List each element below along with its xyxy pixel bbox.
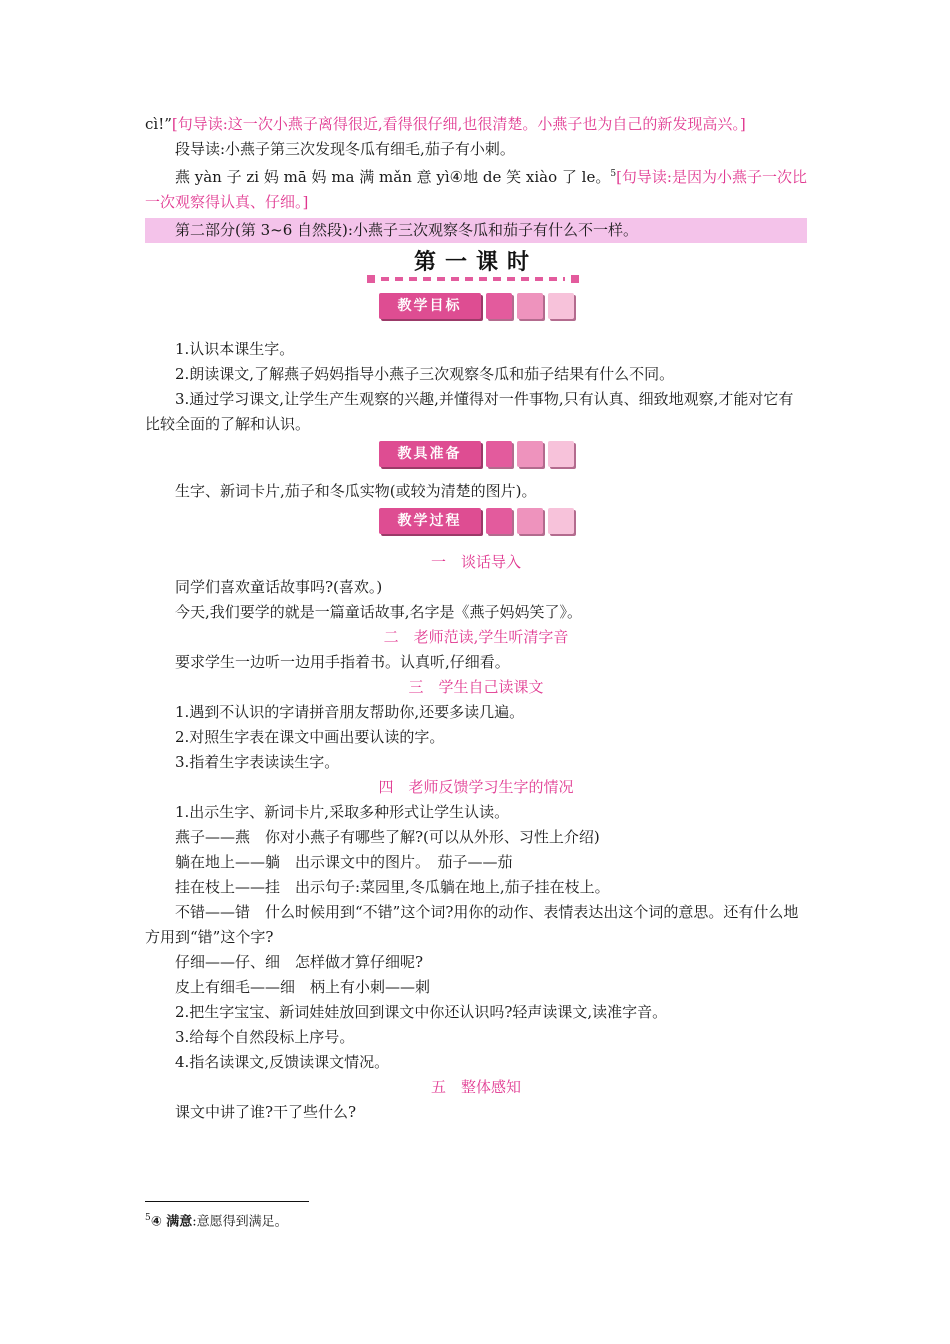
step-line: 躺在地上——躺 出示课文中的图片。 茄子——茄 (175, 853, 513, 871)
step-heading: 二 老师范读,学生听清字音 (383, 628, 569, 646)
section-label: 教学过程 (379, 508, 481, 534)
step-heading: 一 谈话导入 (430, 553, 521, 571)
section-header-process (145, 508, 807, 534)
step-line: 挂在枝上——挂 出示句子:菜园里,冬瓜躺在地上,茄子挂在枝上。 (175, 878, 610, 896)
pinyin-line: 燕 yàn 子 zi 妈 mā 妈 ma 满 mǎn 意 yì④地 de 笑 xiào 了 le。$^5$[句导读:是因为小燕子一次比一次观察得认真、仔细。] (145, 168, 807, 211)
step-line: 3.给每个自然段标上序号。 (175, 1028, 355, 1046)
footnote-number: 5 (145, 1213, 151, 1223)
step-line: 2.对照生字表在课文中画出要认读的字。 (175, 728, 445, 746)
paragraph-guide: 段导读:小燕子第三次发现冬瓜有细毛,茄子有小刺。 (175, 140, 515, 158)
goal-item: 3.通过学习课文,让学生产生观察的兴趣,并懂得对一件事物,只有认真、细致地观察,才能对它有比较全面的了解和认识。 (145, 390, 794, 433)
document-body (145, 112, 807, 1125)
section-label: 教学目标 (379, 293, 481, 319)
footnote-text: :意愿得到满足。 (192, 1214, 288, 1230)
footnote-ref: 5 (610, 169, 617, 179)
footnote (145, 1208, 288, 1232)
step-heading: 三 学生自己读课文 (408, 678, 544, 696)
part-two-banner: 第二部分(第 3~6 自然段):小燕子三次观察冬瓜和茄子有什么不一样。 (145, 218, 807, 243)
section-label: 教具准备 (379, 441, 481, 467)
goal-item: 1.认识本课生字。 (175, 340, 295, 358)
footnote-term: ④ 满意 (150, 1214, 193, 1230)
lesson-title-text: 第一课时 (413, 250, 538, 275)
step-line: 要求学生一边听一边用手指着书。认真听,仔细看。 (175, 653, 510, 671)
sentence-guide: [句导读:这一次小燕子离得很近,看得很仔细,也很清楚。小燕子也为自己的新发现高兴。] (171, 115, 746, 133)
step-heading: 五 整体感知 (430, 1078, 521, 1096)
intro-line: cì!”[句导读:这一次小燕子离得很近,看得很仔细,也很清楚。小燕子也为自己的新发现高兴。] (145, 115, 746, 133)
step-line: 同学们喜欢童话故事吗?(喜欢。) (175, 578, 383, 596)
step-line: 皮上有细毛——细 柄上有小刺——刺 (175, 978, 431, 996)
lesson-title (145, 245, 807, 285)
step-line: 3.指着生字表读读生字。 (175, 753, 340, 771)
step-line: 今天,我们要学的就是一篇童话故事,名字是《燕子妈妈笑了》。 (175, 603, 583, 621)
title-decoration (367, 275, 579, 283)
sentence-guide: [句导读:是因为小燕子一次比一次观察得认真、仔细。] (145, 168, 807, 211)
step-line: 1.出示生字、新词卡片,采取多种形式让学生认读。 (175, 803, 510, 821)
footnote-divider (145, 1201, 309, 1202)
step-line: 不错——错 什么时候用到“不错”这个词?用你的动作、表情表达出这个词的意思。还有什么地方用到“错”这个字? (145, 903, 799, 946)
step-line: 1.遇到不认识的字请拼音朋友帮助你,还要多读几遍。 (175, 703, 525, 721)
step-line: 4.指名读课文,反馈读课文情况。 (175, 1053, 390, 1071)
tools-text: 生字、新词卡片,茄子和冬瓜实物(或较为清楚的图片)。 (175, 482, 537, 500)
step-line: 课文中讲了谁?干了些什么? (175, 1103, 357, 1121)
section-header-tools (145, 441, 807, 467)
step-line: 仔细——仔、细 怎样做才算仔细呢? (175, 953, 424, 971)
step-line: 燕子——燕 你对小燕子有哪些了解?(可以从外形、习性上介绍) (175, 828, 600, 846)
section-header-goals (145, 293, 807, 319)
step-heading: 四 老师反馈学习生字的情况 (378, 778, 574, 796)
goal-item: 2.朗读课文,了解燕子妈妈指导小燕子三次观察冬瓜和茄子结果有什么不同。 (175, 365, 675, 383)
step-line: 2.把生字宝宝、新词娃娃放回到课文中你还认识吗?轻声读课文,读准字音。 (175, 1003, 668, 1021)
